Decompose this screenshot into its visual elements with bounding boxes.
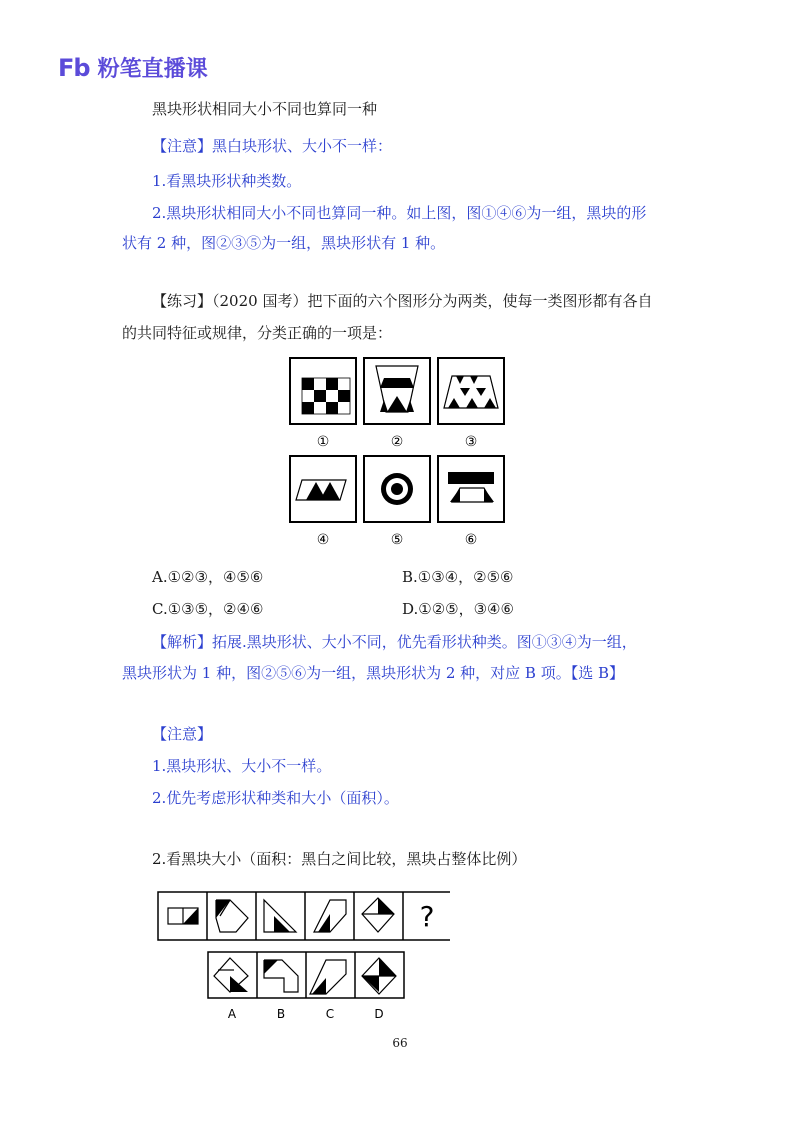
six-figures — [284, 352, 516, 554]
section-heading: 2.看黑块大小（面积：黑白之间比较，黑块占整体比例） — [152, 850, 527, 868]
figure-label: ⑤ — [390, 532, 404, 548]
brand-mark: Fb — [58, 53, 90, 82]
question-row — [158, 892, 450, 940]
figure-4 — [290, 456, 356, 522]
figure-label: ⑥ — [464, 532, 478, 548]
figure-label: ① — [316, 434, 330, 450]
answer-label: B — [276, 1007, 286, 1021]
figure-3 — [438, 358, 504, 424]
analysis: 【解析】拓展.黑块形状、大小不同，优先看形状种类。图①③④为一组， — [152, 633, 637, 651]
figure-label: ② — [390, 434, 404, 450]
figure-6 — [438, 456, 504, 522]
brand-name: 粉笔直播课 — [97, 57, 208, 82]
note-item: 1.黑块形状、大小不一样。 — [152, 757, 332, 775]
answer-label: C — [325, 1007, 335, 1021]
figure-2 — [364, 358, 430, 424]
analysis: 黑块形状为 1 种，图②⑤⑥为一组，黑块形状为 2 种，对应 B 项。【选 B】 — [122, 664, 625, 682]
note-heading: 【注意】 — [152, 725, 213, 743]
sequence-puzzle — [150, 884, 450, 1026]
answer-label: A — [227, 1007, 237, 1021]
note-item: 2.黑块形状相同大小不同也算同一种。如上图，图①④⑥为一组，黑块的形 — [152, 204, 647, 222]
figure-label: ④ — [316, 532, 330, 548]
answer-label: D — [374, 1007, 384, 1021]
option-b: B.①③④，②⑤⑥ — [402, 568, 514, 586]
text-line: 黑块形状相同大小不同也算同一种 — [152, 100, 378, 118]
note-item: 1.看黑块形状种类数。 — [152, 172, 302, 190]
note-heading: 【注意】黑白块形状、大小不一样： — [152, 137, 393, 155]
figure-1 — [290, 358, 356, 424]
option-d: D.①②⑤，③④⑥ — [402, 600, 514, 618]
note-item: 状有 2 种，图②③⑤为一组，黑块形状有 1 种。 — [122, 234, 446, 252]
option-c: C.①③⑤，②④⑥ — [152, 600, 264, 618]
brand-logo — [58, 52, 208, 83]
figure-label: ③ — [464, 434, 478, 450]
figure-5 — [364, 456, 430, 522]
option-a: A.①②③，④⑤⑥ — [152, 568, 264, 586]
exercise-question: 【练习】（2020 国考）把下面的六个图形分为两类，使每一类图形都有各自 — [152, 292, 653, 310]
note-item: 2.优先考虑形状种类和大小（面积）。 — [152, 789, 399, 807]
question-mark: ? — [419, 900, 435, 933]
exercise-question: 的共同特征或规律，分类正确的一项是： — [122, 324, 393, 342]
page-number: 66 — [392, 1036, 408, 1050]
